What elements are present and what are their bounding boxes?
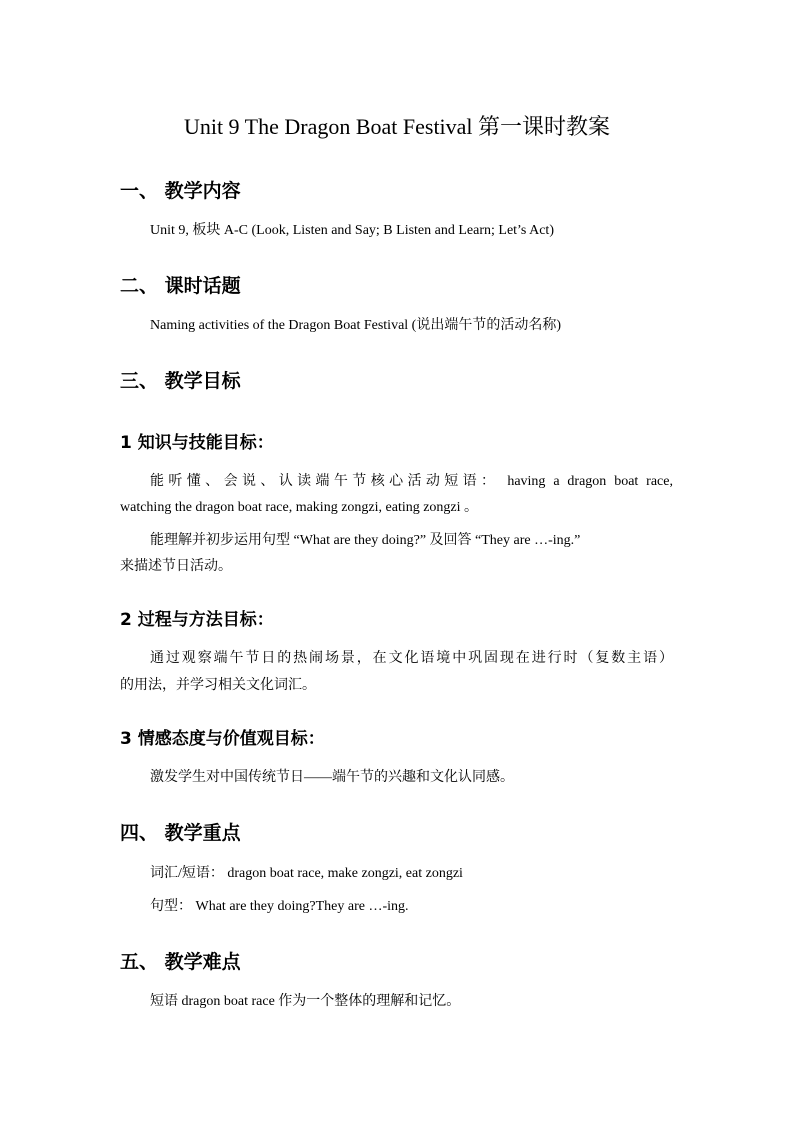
section-heading-teaching-content: 一、 教学内容	[120, 180, 241, 202]
goal-heading-process-methods: 2 过程与方法目标：	[120, 610, 274, 630]
knowledge-goal-line: 来描述节日活动。	[120, 559, 232, 574]
knowledge-goal-line: 能听懂、会说、认读端午节核心活动短语： having a dragon boat race,	[150, 474, 673, 489]
goal-heading-emotion-values: 3 情感态度与价值观目标：	[120, 729, 325, 749]
section-heading-lesson-topic: 二、 课时话题	[120, 275, 241, 297]
process-goal-line: 的用法，并学习相关文化词汇。	[120, 678, 316, 693]
knowledge-goal-line: 能理解并初步运用句型 “What are they doing?” 及回答 “They are …-ing.”	[150, 533, 581, 548]
section-heading-teaching-goals: 三、 教学目标	[120, 370, 241, 392]
key-points-vocabulary: 词汇/短语： dragon boat race, make zongzi, eat zongzi	[150, 866, 463, 881]
emotion-goal-line: 激发学生对中国传统节日——端午节的兴趣和文化认同感。	[150, 770, 514, 785]
goal-heading-knowledge-skills: 1 知识与技能目标：	[120, 433, 274, 453]
section-heading-difficult-points: 五、 教学难点	[120, 951, 241, 973]
difficult-points-text: 短语 dragon boat race 作为一个整体的理解和记忆。	[150, 994, 461, 1009]
teaching-content-text: Unit 9, 板块 A-C (Look, Listen and Say; B Listen and Learn; Let’s Act)	[150, 223, 554, 238]
lesson-topic-text: Naming activities of the Dragon Boat Festival (说出端午节的活动名称)	[150, 318, 561, 333]
knowledge-goal-line: watching the dragon boat race, making zongzi, eating zongzi 。	[120, 500, 479, 515]
key-points-sentence: 句型： What are they doing?They are …-ing.	[150, 899, 409, 914]
document-title: Unit 9 The Dragon Boat Festival 第一课时教案	[183, 114, 611, 139]
process-goal-line: 通过观察端午节日的热闹场景，在文化语境中巩固现在进行时（复数主语）	[150, 651, 673, 666]
section-heading-key-points: 四、 教学重点	[120, 822, 241, 844]
